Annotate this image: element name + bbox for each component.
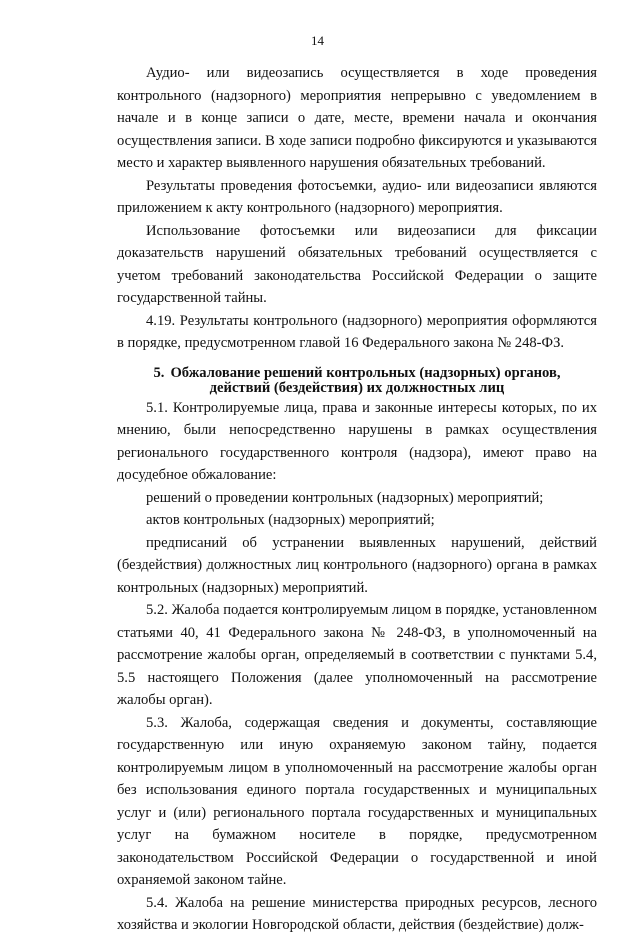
section-heading-line1: [137, 366, 577, 382]
section-heading-line2: действий (бездействия) их должностных лиц: [209, 380, 505, 396]
paragraph-5-2: 5.2. Жалоба подается контролируемым лицом в порядке, установленном статьями 40, 41 Федерального закона № 248-ФЗ, в уполномоченный на рассмотрение жалобы орган, определяемый в соответствии с пунктами 5.4, 5.5 настоящего Положения (далее уполномоченный на рассмотрение жалобы орган).: [117, 602, 597, 708]
paragraph-5-4: 5.4. Жалоба на решение министерства природных ресурсов, лесного хозяйства и экологии Новгородской области, действия (бездействие) долж-: [117, 894, 597, 933]
list-item-prescriptions: предписаний об устранении выявленных нарушений, действий (бездействия) должностных лиц контрольного (надзорного) органа в рамках контрольных (надзорных) мероприятий.: [117, 534, 597, 596]
paragraph-5-3: 5.3. Жалоба, содержащая сведения и документы, составляющие государственную или иную охраняемую законом тайну, подается контролируемым лицом в уполномоченный на рассмотрение жалобы орган без использования единого портала государственных и муниципальных услуг и (или) регионального портала государственных и муниципальных услуг на бумажном носителе в порядке, предусмотренном законодательством Российской Федерации о государственной и иной охраняемой законом тайне.: [117, 714, 597, 888]
paragraph-photo-usage: Использование фотосъемки или видеозаписи для фиксации доказательств нарушений обязательных требований осуществляется с учетом требований законодательства Российской Федерации о защите государственной тайны.: [117, 222, 597, 306]
paragraph-audio-video: Аудио- или видеозапись осуществляется в ходе проведения контрольного (надзорного) мероприятия непрерывно с уведомлением в начале и в конце записи о дате, месте, времени начала и окончания осуществления записи. В ходе записи подробно фиксируются и указываются место и характер выявленного нарушения обязательных требований.: [117, 65, 597, 171]
section-title-text: Обжалование решений контрольных (надзорных) органов,: [170, 364, 561, 381]
section-number: 5.: [153, 364, 165, 381]
list-item-acts: актов контрольных (надзорных) мероприятий;: [146, 512, 435, 528]
paragraph-4-19: 4.19. Результаты контрольного (надзорного) мероприятия оформляются в порядке, предусмотренном главой 16 Федерального закона № 248-ФЗ.: [117, 312, 597, 351]
paragraph-results-attachment: Результаты проведения фотосъемки, аудио- или видеозаписи являются приложением к акту контрольного (надзорного) мероприятия.: [117, 177, 597, 216]
page-number: 14: [311, 33, 324, 48]
list-item-decisions: решений о проведении контрольных (надзорных) мероприятий;: [146, 489, 544, 506]
section-heading: [117, 366, 597, 397]
paragraph-5-1: 5.1. Контролируемые лица, права и законные интересы которых, по их мнению, были непосредственно нарушены в рамках осуществления регионального государственного контроля (надзора), имеют право на досудебное обжалование:: [117, 399, 597, 483]
document-body: [117, 62, 597, 937]
